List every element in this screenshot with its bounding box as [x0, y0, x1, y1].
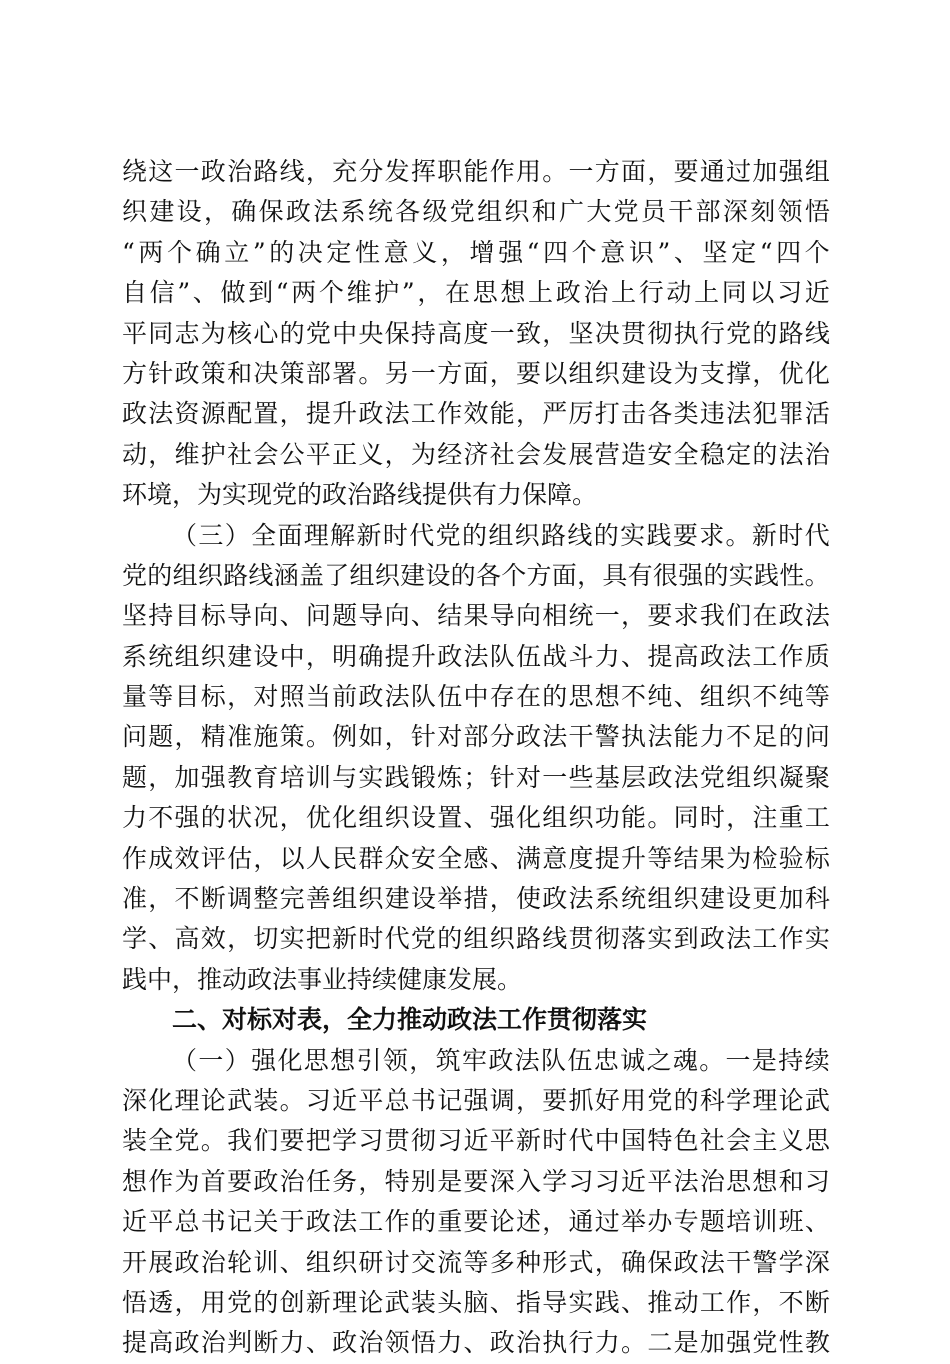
- text-line: 学 、 高 效 ， 切 实 把 新 时 代 党 的 组 织 路 线 贯 彻 落 实 到 政 法 工 作 实: [122, 924, 830, 954]
- text-line: 准 ， 不 断 调 整 完 善 组 织 建 设 举 措 ， 使 政 法 系 统 组 织 建 设 更 加 科: [122, 884, 830, 914]
- text-line: 装 全 党 。 我 们 要 把 学 习 贯 彻 习 近 平 新 时 代 中 国 特 色 社 会 主 义 思: [122, 1126, 830, 1156]
- text-line: 提 高 政 治 判 断 力 、 政 治 领 悟 力 、 政 治 执 行 力 。 二 是 加 强 党 性 教: [122, 1328, 830, 1358]
- text-line: 自 信 ” 、 做 到 “ 两 个 维 护 ” ， 在 思 想 上 政 治 上 行 动 上 同 以 习 近: [122, 278, 830, 308]
- text-line: 坚 持 目 标 导 向 、 问 题 导 向 、 结 果 导 向 相 统 一 ， 要 求 我 们 在 政 法: [122, 601, 830, 631]
- text-line: 想 作 为 首 要 政 治 任 务 ， 特 别 是 要 深 入 学 习 习 近 平 法 治 思 想 和 习: [122, 1166, 830, 1196]
- text-line: 践中，推动政法事业持续健康发展。: [122, 964, 523, 994]
- document-body: [122, 152, 830, 1364]
- text-line: 党 的 组 织 路 线 涵 盖 了 组 织 建 设 的 各 个 方 面 ， 具 有 很 强 的 实 践 性 。: [122, 560, 830, 590]
- text-line: 力 不 强 的 状 况 ， 优 化 组 织 设 置 、 强 化 组 织 功 能 。 同 时 ， 注 重 工: [122, 803, 830, 833]
- text-line: 量 等 目 标 ， 对 照 当 前 政 法 队 伍 中 存 在 的 思 想 不 纯 、 组 织 不 纯 等: [122, 682, 830, 712]
- section-heading-line: 二、对标对表，全力推动政法工作贯彻落实: [172, 1005, 648, 1035]
- text-line: 平 同 志 为 核 心 的 党 中 央 保 持 高 度 一 致 ， 坚 决 贯 彻 执 行 党 的 路 线: [122, 318, 830, 348]
- text-line: 作 成 效 评 估 ， 以 人 民 群 众 安 全 感 、 满 意 度 提 升 等 结 果 为 检 验 标: [122, 843, 830, 873]
- text-line: 动 ， 维 护 社 会 公 平 正 义 ， 为 经 济 社 会 发 展 营 造 安 全 稳 定 的 法 治: [122, 439, 830, 469]
- text-line: 问 题 ， 精 准 施 策 。 例 如 ， 针 对 部 分 政 法 干 警 执 法 能 力 不 足 的 问: [122, 722, 830, 752]
- text-line: 题 ， 加 强 教 育 培 训 与 实 践 锻 炼 ； 针 对 一 些 基 层 政 法 党 组 织 凝 聚: [122, 762, 830, 792]
- text-line: 悟 透 ， 用 党 的 创 新 理 论 武 装 头 脑 、 指 导 实 践 、 推 动 工 作 ， 不 断: [122, 1287, 830, 1317]
- text-line: “ 两 个 确 立 ” 的 决 定 性 意 义 ， 增 强 “ 四 个 意 识 ” 、 坚 定 “ 四 个: [122, 237, 830, 267]
- text-line: 开 展 政 治 轮 训 、 组 织 研 讨 交 流 等 多 种 形 式 ， 确 保 政 法 干 警 学 深: [122, 1247, 830, 1277]
- text-line: 近 平 总 书 记 关 于 政 法 工 作 的 重 要 论 述 ， 通 过 举 办 专 题 培 训 班 、: [122, 1207, 830, 1237]
- text-line: 系 统 组 织 建 设 中 ， 明 确 提 升 政 法 队 伍 战 斗 力 、 提 高 政 法 工 作 质: [122, 641, 830, 671]
- text-line: （ 三 ） 全 面 理 解 新 时 代 党 的 组 织 路 线 的 实 践 要 求 。 新 时 代: [172, 520, 830, 550]
- text-line: 绕 这 一 政 治 路 线 ， 充 分 发 挥 职 能 作 用 。 一 方 面 ， 要 通 过 加 强 组: [122, 157, 830, 186]
- text-line: 织 建 设 ， 确 保 政 法 系 统 各 级 党 组 织 和 广 大 党 员 干 部 深 刻 领 悟: [122, 197, 830, 227]
- text-line: 环境，为实现党的政治路线提供有力保障。: [122, 480, 598, 510]
- text-line: 深 化 理 论 武 装 。 习 近 平 总 书 记 强 调 ， 要 抓 好 用 党 的 科 学 理 论 武: [122, 1085, 830, 1115]
- text-line: 方 针 政 策 和 决 策 部 署 。 另 一 方 面 ， 要 以 组 织 建 设 为 支 撑 ， 优 化: [122, 358, 830, 388]
- text-line: （ 一 ） 强 化 思 想 引 领 ， 筑 牢 政 法 队 伍 忠 诚 之 魂 。 一 是 持 续: [172, 1045, 830, 1075]
- text-line: 政 法 资 源 配 置 ， 提 升 政 法 工 作 效 能 ， 严 厉 打 击 各 类 违 法 犯 罪 活: [122, 399, 830, 429]
